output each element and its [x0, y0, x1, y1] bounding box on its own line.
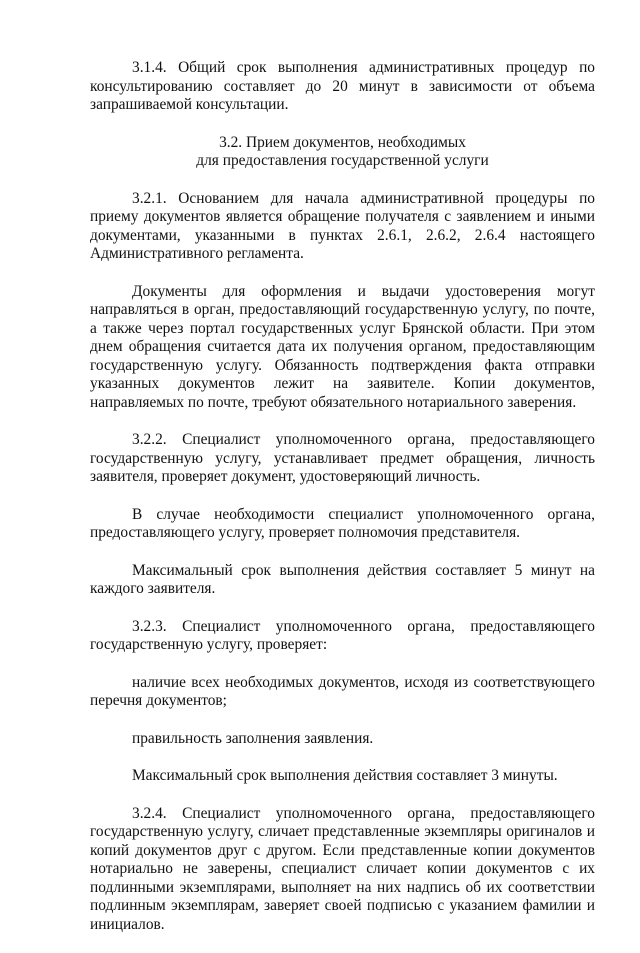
paragraph-documents-delivery: Документы для оформления и выдачи удостоверения могут направляться в орган, предоставляющий государственную услугу, по почте, а также через портал государственных услуг Брянской области. При этом днем обращения считается дата их получения органом, предоставляющим государственную услугу. Обязанность подтверждения факта отправки указанных документов лежит на заявителе. Копии документов, направляемых по почте, требуют обязательного нотариального заверения. — [90, 282, 595, 411]
section-heading-line-1: 3.2. Прием документов, необходимых — [219, 133, 466, 151]
paragraph-max-time-3-min: Максимальный срок выполнения действия составляет 3 минуты. — [132, 767, 558, 784]
paragraph-3-2-3: 3.2.3. Специалист уполномоченного органа, предоставляющего государственную услугу, проверяет: — [90, 617, 595, 653]
document-body — [90, 59, 595, 953]
paragraph-documents-presence: наличие всех необходимых документов, исходя из соответствующего перечня документов; — [90, 673, 595, 709]
paragraph-3-2-4: 3.2.4. Специалист уполномоченного органа, предоставляющего государственную услугу, сличает представленные экземпляры оригиналов и копий документов друг с другом. Если представленные копии документов нотариально не заверены, специалист сличает копии документов с их подлинными экземплярами, выполняет на них надпись об их соответствии подлинным экземплярам, заверяет своей подписью с указанием фамилии и инициалов. — [90, 804, 595, 933]
paragraph-3-2-1: 3.2.1. Основанием для начала административной процедуры по приему документов является обращение получателя с заявлением и иными документами, указанными в пунктах 2.6.1, 2.6.2, 2.6.4 настоящего Административного регламента. — [90, 189, 595, 262]
section-heading-line-2: для предоставления государственной услуги — [196, 152, 489, 169]
section-heading-3-2 — [90, 134, 595, 171]
paragraph-application-correctness: правильность заполнения заявления. — [132, 729, 374, 747]
paragraph-max-time-5-min: Максимальный срок выполнения действия составляет 5 минут на каждого заявителя. — [90, 561, 595, 597]
paragraph-representative-check: В случае необходимости специалист уполномоченного органа, предоставляющего услугу, проверяет полномочия представителя. — [90, 505, 595, 541]
paragraph-3-2-2: 3.2.2. Специалист уполномоченного органа, предоставляющего государственную услугу, устанавливает предмет обращения, личность заявителя, проверяет документ, удостоверяющий личность. — [90, 431, 595, 485]
paragraph-3-1-4: 3.1.4. Общий срок выполнения административных процедур по консультированию составляет до 20 минут в зависимости от объема запрашиваемой консультации. — [90, 59, 595, 113]
